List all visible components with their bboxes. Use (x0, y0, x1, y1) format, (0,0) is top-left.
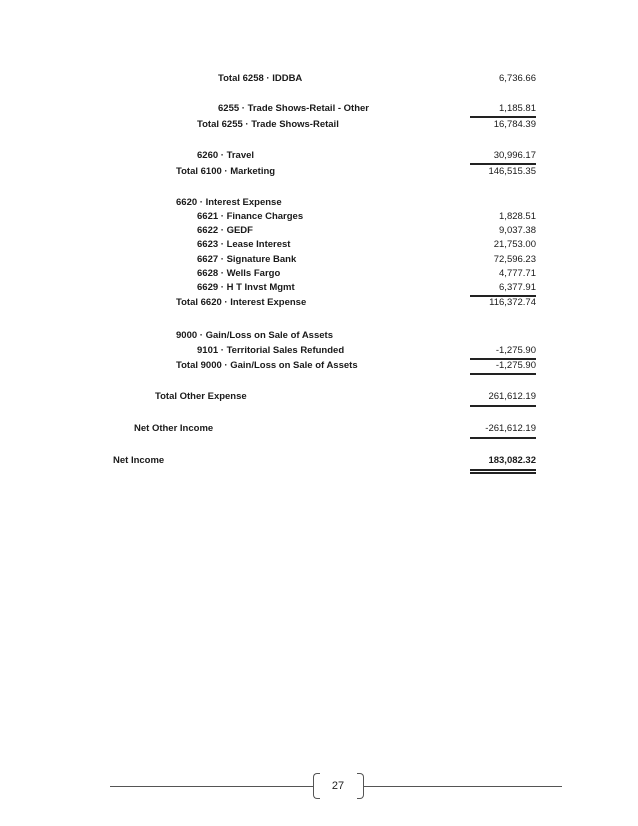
row-label: 9000 · Gain/Loss on Sale of Assets (176, 330, 333, 341)
underline-rule (470, 405, 536, 407)
row-amount: -261,612.19 (485, 423, 536, 434)
row-label: Total 6100 · Marketing (176, 166, 276, 177)
row-label: 6260 · Travel (197, 150, 255, 161)
row-label: Total 9000 · Gain/Loss on Sale of Assets (176, 360, 358, 371)
row-label: 6620 · Interest Expense (176, 197, 282, 208)
row-label: 6255 · Trade Shows-Retail - Other (218, 103, 369, 114)
row-label: 6629 · H T Invst Mgmt (197, 282, 295, 293)
row-label: 6628 · Wells Fargo (197, 268, 281, 279)
row-amount: 146,515.35 (488, 166, 536, 177)
report-row (176, 330, 536, 342)
double-underline-rule (470, 469, 536, 471)
report-row (218, 73, 536, 85)
report-row (134, 423, 536, 435)
report-row (176, 360, 536, 372)
row-label: Net Income (113, 455, 165, 466)
row-amount: 72,596.23 (493, 254, 536, 265)
footer-rule-right (363, 786, 562, 787)
report-row (155, 391, 536, 403)
underline-rule (470, 163, 536, 165)
report-row (197, 254, 536, 266)
row-amount: 6,736.66 (499, 73, 536, 84)
row-amount: 21,753.00 (493, 239, 536, 250)
report-row (197, 239, 536, 251)
report-row (197, 150, 536, 162)
row-amount: 4,777.71 (499, 268, 536, 279)
row-amount: 1,828.51 (499, 211, 536, 222)
row-amount: -1,275.90 (495, 360, 536, 371)
row-label: 6622 · GEDF (197, 225, 253, 236)
report-row (176, 197, 536, 209)
row-label: 9101 · Territorial Sales Refunded (197, 345, 345, 356)
row-label: Net Other Income (134, 423, 214, 434)
row-amount: 1,185.81 (499, 103, 536, 114)
page-number: 27 (331, 780, 345, 792)
row-label: Total 6620 · Interest Expense (176, 297, 307, 308)
row-amount: 9,037.38 (499, 225, 536, 236)
report-row (176, 166, 536, 178)
row-label: 6627 · Signature Bank (197, 254, 297, 265)
report-row (197, 282, 536, 294)
row-label: 6623 · Lease Interest (197, 239, 291, 250)
report-row (197, 211, 536, 223)
row-amount: 16,784.39 (493, 119, 536, 130)
row-amount: 183,082.32 (488, 455, 536, 466)
row-label: Total Other Expense (155, 391, 247, 402)
double-underline-rule (470, 472, 536, 474)
report-row (197, 119, 536, 131)
underline-rule (470, 116, 536, 118)
row-amount: 30,996.17 (493, 150, 536, 161)
underline-rule (470, 373, 536, 375)
underline-rule (470, 437, 536, 439)
row-amount: 261,612.19 (488, 391, 536, 402)
report-row (197, 225, 536, 237)
report-row (218, 103, 536, 115)
row-amount: -1,275.90 (495, 345, 536, 356)
row-label: Total 6258 · IDDBA (218, 73, 303, 84)
report-row (176, 297, 536, 309)
footer-rule-left (110, 786, 313, 787)
report-row (197, 345, 536, 357)
row-amount: 116,372.74 (489, 297, 536, 308)
row-label: Total 6255 · Trade Shows-Retail (197, 119, 339, 130)
row-label: 6621 · Finance Charges (197, 211, 304, 222)
row-amount: 6,377.91 (499, 282, 536, 293)
report-row (113, 455, 536, 467)
report-row (197, 268, 536, 280)
